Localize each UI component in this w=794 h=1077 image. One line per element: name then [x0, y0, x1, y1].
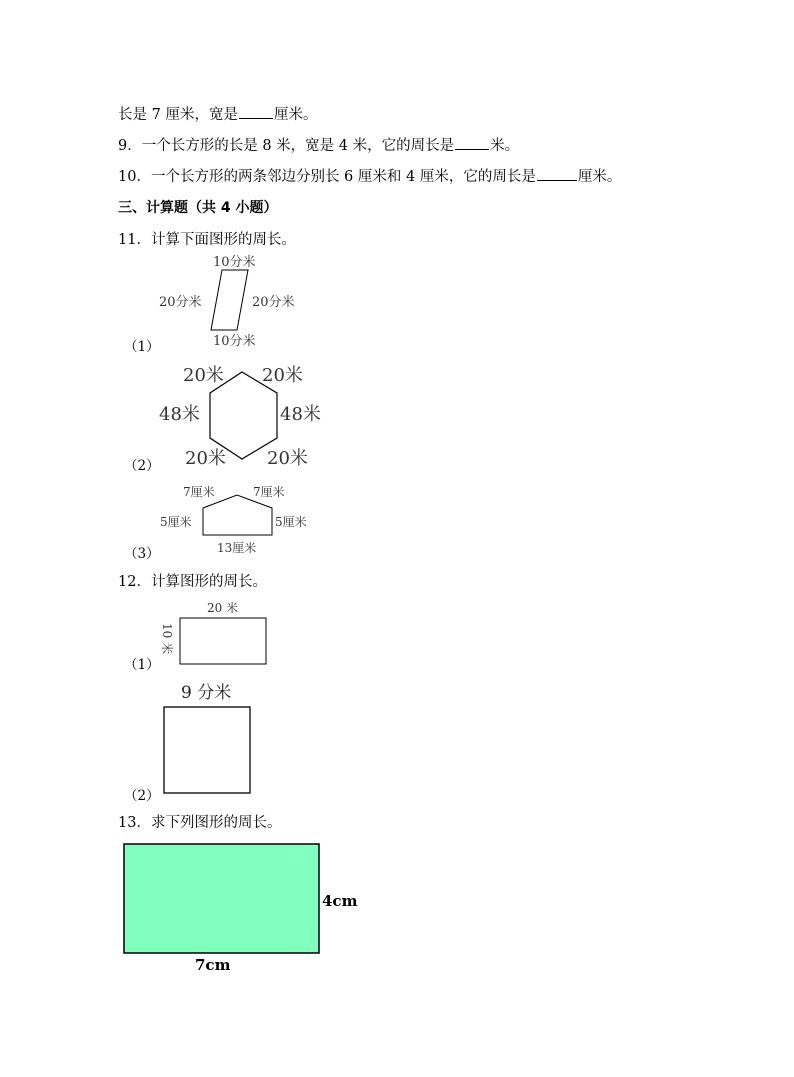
q13-bottom-label: 7cm: [195, 956, 231, 974]
q10-text-before: 10．一个长方形的两条邻边分别长 6 厘米和 4 厘米，它的周长是: [118, 169, 536, 185]
q8-text-before: 长是 7 厘米，宽是: [118, 107, 238, 123]
q13-prompt: 13．求下列图形的周长。: [118, 815, 282, 831]
green-rectangle-shape: [124, 844, 319, 953]
q12-fig1-label: （1）: [124, 657, 160, 673]
q12-fig1-rectangle: [155, 598, 295, 673]
q11-fig3-roof-left: 7厘米: [183, 485, 215, 499]
q12-prompt: 12．计算图形的周长。: [118, 574, 267, 590]
q11-fig2-bottom-right: 20米: [267, 448, 308, 469]
q13-green-rectangle: [120, 840, 380, 980]
q11-fig1-right: 20分米: [252, 295, 295, 310]
q10: [118, 165, 621, 186]
q11-fig1-parallelogram: [155, 250, 315, 350]
q11-fig3-bottom: 13厘米: [217, 541, 257, 555]
q11-prompt: 11．计算下面图形的周长。: [118, 232, 296, 248]
q11-fig2-hexagon: [155, 360, 335, 470]
q9-text-after: 米。: [490, 138, 520, 154]
q11-fig3-label: （3）: [124, 546, 160, 562]
rectangle-shape: [180, 618, 266, 664]
q12-fig2-label: （2）: [124, 788, 160, 804]
q11-fig2-bottom-left: 20米: [185, 448, 226, 469]
square-shape: [164, 707, 250, 793]
q12-fig1-left: 10 米: [160, 623, 174, 655]
pentagon-shape: [203, 495, 272, 535]
q12-fig2-top: 9 分米: [181, 683, 232, 703]
q9: [118, 134, 519, 155]
q8-text-after: 厘米。: [273, 107, 318, 123]
q11-fig1-left: 20分米: [159, 295, 202, 310]
q8-continuation: [118, 103, 317, 124]
q11-fig1-bottom: 10分米: [213, 334, 256, 349]
q11-fig3-left: 5厘米: [160, 515, 192, 529]
q11-fig3-pentagon: [155, 478, 335, 558]
q11-fig3-right: 5厘米: [275, 515, 307, 529]
q10-answer-blank[interactable]: [537, 167, 577, 181]
q12-fig2-square: [155, 678, 275, 798]
q11-fig2-label: （2）: [124, 458, 160, 474]
q10-text-after: 厘米。: [577, 169, 622, 185]
q12-fig1-top: 20 米: [207, 601, 239, 615]
q11-fig1-label: （1）: [124, 339, 160, 355]
q11-fig2-top-right: 20米: [262, 365, 303, 386]
q11-fig2-top-left: 20米: [183, 365, 224, 386]
q9-text-before: 9．一个长方形的长是 8 米，宽是 4 米，它的周长是: [118, 138, 455, 154]
q11-fig3-roof-right: 7厘米: [253, 485, 285, 499]
q9-answer-blank[interactable]: [455, 136, 489, 150]
q8-answer-blank[interactable]: [239, 105, 273, 119]
q11-fig1-top: 10分米: [213, 255, 256, 270]
parallelogram-shape: [211, 270, 248, 330]
q11-fig2-left: 48米: [159, 404, 200, 425]
q11-fig2-right: 48米: [280, 404, 321, 425]
q13-right-label: 4cm: [322, 892, 358, 910]
section-3-heading: 三、计算题（共 4 小题）: [118, 200, 278, 216]
